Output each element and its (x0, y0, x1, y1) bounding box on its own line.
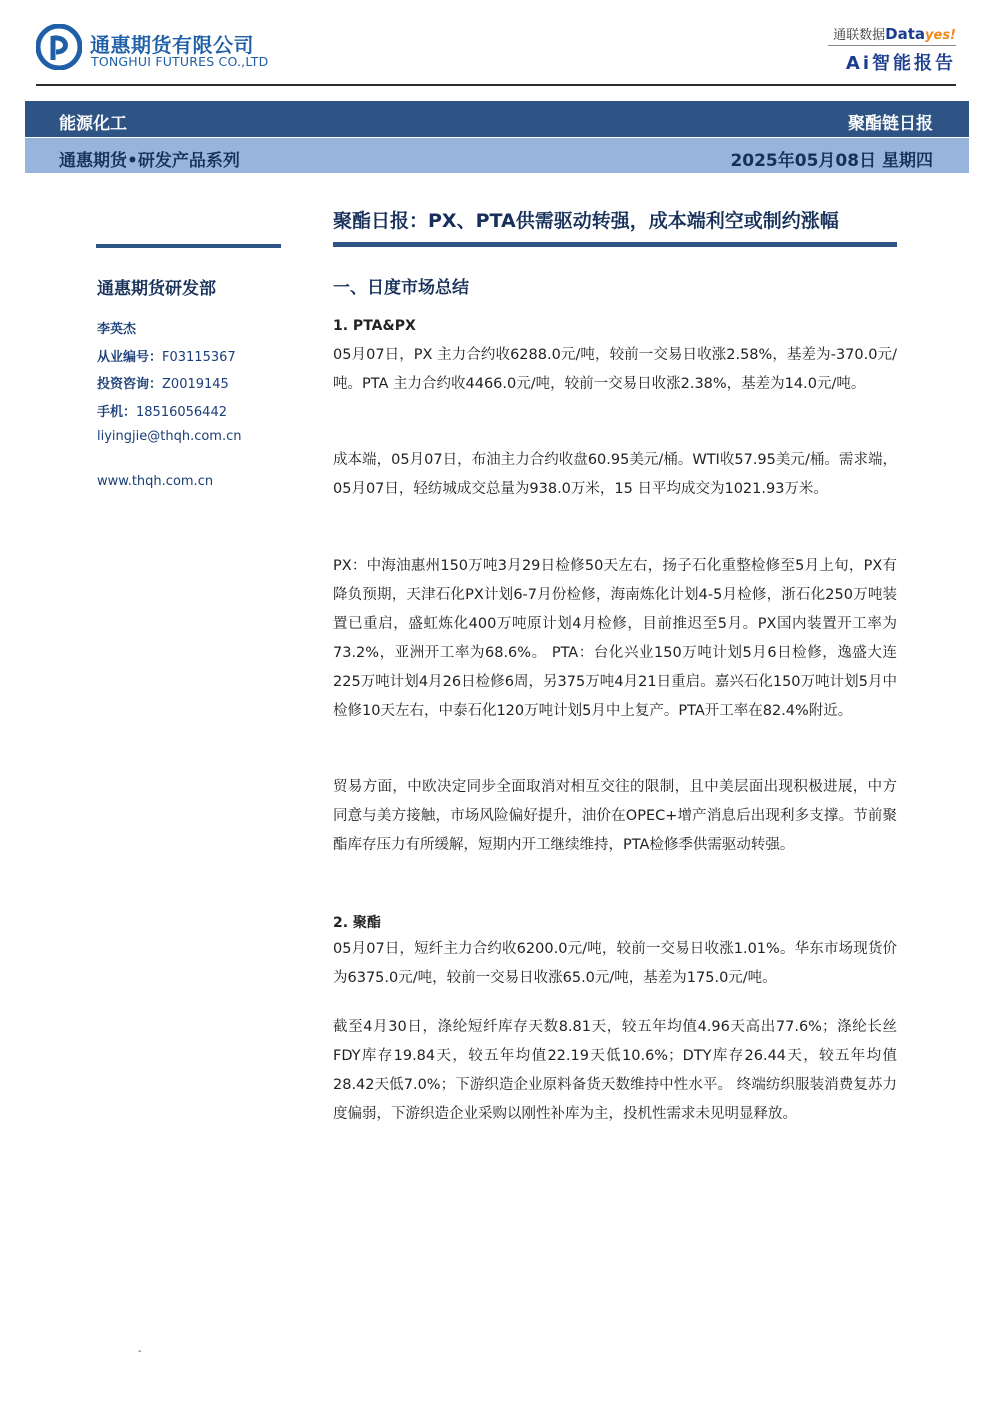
phone-line (97, 401, 227, 420)
company-logo (36, 24, 296, 74)
datayes-wordmark (833, 24, 956, 43)
company-logo-icon (36, 24, 82, 70)
subsection-polyester: 2. 聚酯 (333, 915, 381, 931)
report-date: 2025年05月08日 星期四 (730, 151, 933, 171)
phone-label: 手机： (97, 405, 137, 420)
website-link[interactable]: www.thqh.com.cn (97, 474, 214, 489)
paragraph-px-pta-prices: 05月07日，PX 主力合约收6288.0元/吨，较前一交易日收涨2.58%，基差为-370.0元/吨。PTA 主力合约收4466.0元/吨，较前一交易日收涨2.38%，基差为14.0元/吨。 (333, 347, 897, 392)
paragraph-inventory: 截至4月30日，涤纶短纤库存天数8.81天，较五年均值4.96天高出77.6%；涤纶长丝FDY库存19.84天，较五年均值22.19天低10.6%；DTY库存26.44天，较五年均值28.42天低7.0%；下游织造企业原料备货天数维持中性水平。 终端纺织服装消费复苏力度偏弱，下游织造企业采购以刚性补库为主，投机性需求未见明显释放。 (333, 1019, 897, 1122)
title-rule (333, 242, 897, 247)
license-label: 从业编号： (97, 350, 163, 365)
consult-value: Z0019145 (162, 377, 229, 392)
paragraph-supply: PX：中海油惠州150万吨3月29日检修50天左右，扬子石化重整检修至5月上旬，PX有降负预期，天津石化PX计划6-7月份检修，海南炼化计划4-5月检修，浙石化250万吨装置已重启，盛虹炼化400万吨原计划4月检修，目前推迟至5月。PX国内装置开工率为73.2%，亚洲开工率为68.6%。 PTA：台化兴业150万吨计划5月6日检修，逸盛大连225万吨计划4月26日检修6周，另375万吨4月21日重启。嘉兴石化150万吨计划5月中检修10天左右，中泰石化120万吨计划5月中上复产。PTA开工率在82.4%附近。 (333, 558, 897, 719)
paragraph-cost-demand: 成本端，05月07日，布油主力合约收盘60.95美元/桶。WTI收57.95美元/桶。需求端，05月07日，轻纺城成交总量为938.0万米，15 日平均成交为1021.93万米。 (333, 452, 897, 497)
series-band (25, 138, 969, 173)
department-title: 通惠期货研发部 (97, 279, 216, 299)
paragraph-trade: 贸易方面，中欧决定同步全面取消对相互交往的限制，且中美层面出现积极进展，中方同意与美方接触，市场风险偏好提升，油价在OPEC+增产消息后出现利多支撑。节前聚酯库存压力有所缓解，短期内开工继续维持，PTA检修季供需驱动转强。 (333, 779, 897, 853)
ai-report-label: Ai智能报告 (845, 53, 956, 74)
header-rule (36, 84, 956, 86)
paragraph-staple-fiber: 05月07日，短纤主力合约收6200.0元/吨，较前一交易日收涨1.01%。华东市场现货价为6375.0元/吨，较前一交易日收涨65.0元/吨，基差为175.0元/吨。 (333, 941, 897, 986)
section-heading: 一、日度市场总结 (333, 278, 469, 298)
report-type-label: 聚酯链日报 (848, 114, 933, 134)
datayes-logo (800, 22, 960, 74)
footer-mark: - (138, 1346, 142, 1357)
subsection-pta-px: 1. PTA&PX (333, 318, 416, 334)
datayes-suffix: yes! (925, 28, 956, 43)
license-line (97, 346, 236, 365)
category-band (25, 101, 969, 137)
license-value: F03115367 (162, 350, 236, 365)
company-name-cn: 通惠期货有限公司 (90, 33, 254, 57)
sector-label: 能源化工 (59, 114, 127, 134)
datayes-brand: Data (885, 25, 926, 43)
datayes-prefix: 通联数据 (833, 28, 886, 43)
series-label: 通惠期货•研发产品系列 (59, 151, 240, 171)
sidebar-rule (96, 244, 281, 248)
report-title: 聚酯日报：PX、PTA供需驱动转强，成本端利空或制约涨幅 (333, 210, 839, 232)
phone-value: 18516056442 (136, 405, 227, 420)
email-link[interactable]: liyingjie@thqh.com.cn (97, 429, 242, 444)
consult-label: 投资咨询： (97, 377, 163, 392)
company-name-en: TONGHUI FUTURES CO.,LTD (91, 54, 269, 69)
consult-line (97, 373, 229, 392)
datayes-divider (828, 45, 956, 46)
analyst-name: 李英杰 (97, 322, 137, 337)
